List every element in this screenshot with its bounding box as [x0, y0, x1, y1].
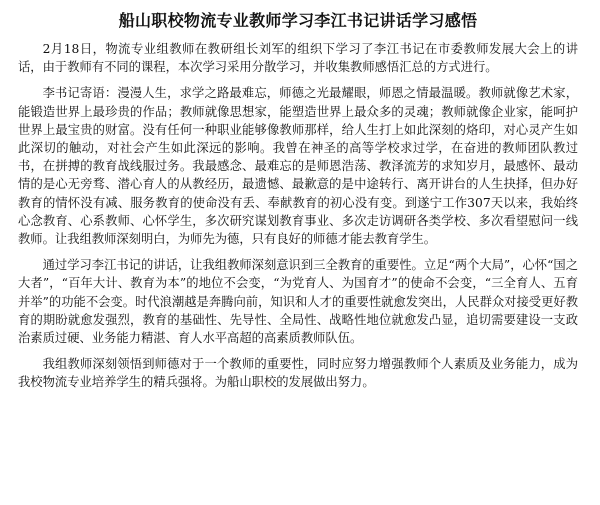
paragraph-intro: 2月18日，物流专业组教师在教研组长刘军的组织下学习了李江书记在市委教师发展大会上的讲话，由于教师有不同的课程，本次学习采用分散学习，并收集教师感悟汇总的方式进行。 — [18, 42, 578, 75]
paragraph-conclusion: 我组教师深刻领悟到师德对于一个教师的重要性，同时应努力增强教师个人素质及业务能力，成为我校物流专业培养学生的精兵强将。为船山职校的发展做出努力。 — [18, 357, 578, 390]
paragraph-secretary-message: 李书记寄语：漫漫人生，求学之路最难忘，师德之光最耀眼，师恩之情最温暖。教师就像艺术家，能锻造世界上最珍贵的作品；教师就像思想家，能塑造世界上最众多的灵魂；教师就像企业家，能呵护世界上最宝贵的财富。没有任何一种职业能够像教师那样，给人生打上如此深刻的烙印，对心灵产生如此深切的触动，对社会产生如此深远的影响。我曾在神圣的高等学校求过学，在奋进的教师团队教过书，在拼搏的教育战线服过务。我最感念、最难忘的是师恩浩荡、教泽流芳的求知岁月，最感怀、最动情的是心无旁骛、潜心育人的从教经历，最遗憾、最歉意的是中途转行、离开讲台的人生抉择，但办好教育的情怀没有减、服务教育的使命没有丢、奉献教育的初心没有变。到遂宁工作307天以来，我始终心念教育、心系教师、心怀学生，多次研究谋划教育事业、多次走访调研各类学校、多次看望慰问一线教师。让我组教师深刻明白，为师先为德，只有良好的师德才能去教育学生。 — [18, 86, 578, 247]
document-title: 船山职校物流专业教师学习李江书记讲话学习感悟 — [118, 11, 478, 30]
paragraph-three-education: 通过学习李江书记的讲话，让我组教师深刻意识到三全教育的重要性。立足“两个大局”，心怀“国之大者”，“百年大计、教育为本”的地位不会变，“为党育人、为国育才”的使命不会变，“三全育人、五育并举”的功能不会变。时代浪潮越是奔腾向前，知识和人才的重要性就愈发突出，人民群众对接受更好教育的期盼就愈发强烈，教育的基础性、先导性、全局性、战略性地位就愈发凸显，追切需要建设一支政治素质过硬、业务能力精湛、育人水平高超的高素质教师队伍。 — [18, 258, 578, 346]
